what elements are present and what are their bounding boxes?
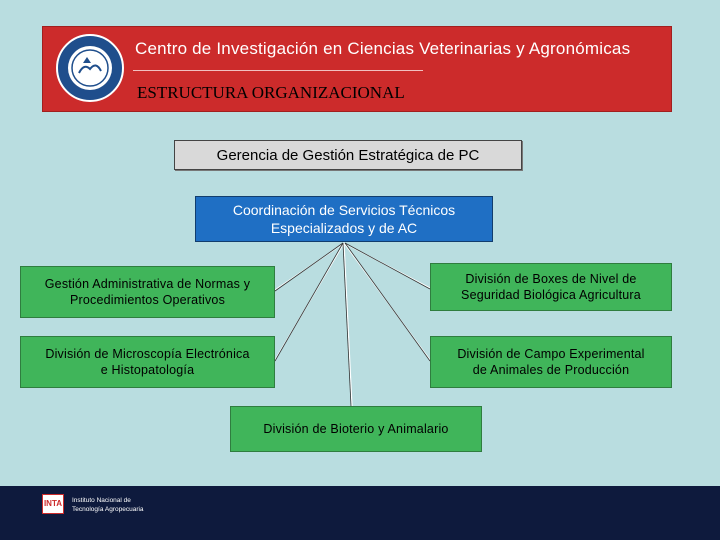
inta-logo-icon [42, 494, 64, 514]
node-campo-line1: División de Campo Experimental [457, 347, 645, 361]
header-subtitle: ESTRUCTURA ORGANIZACIONAL [137, 83, 405, 102]
connector-micro-dark [275, 243, 343, 361]
node-division-bioterio [230, 406, 482, 452]
node-boxes-line1: División de Boxes de Nivel de [465, 272, 637, 286]
institution-name [72, 496, 192, 514]
node-division-campo [430, 336, 672, 388]
node-coordinacion-line1: Coordinación de Servicios Técnicos [232, 202, 456, 218]
node-gestion-administrativa [20, 266, 275, 318]
node-gerencia [174, 140, 522, 170]
node-micro-line1: División de Microscopía Electrónica [45, 347, 250, 361]
node-division-microscopia [20, 336, 275, 388]
inta-logo-text: INTA [43, 499, 63, 508]
node-gestion-line2: Procedimientos Operativos [69, 293, 226, 307]
connector-campo-dark [345, 243, 430, 361]
node-bioterio-label: División de Bioterio y Animalario [263, 422, 449, 436]
node-coordinacion-line2: Especializados y de AC [270, 220, 418, 236]
institution-line2: Tecnología Agropecuaria [72, 506, 144, 513]
node-campo-line2: de Animales de Producción [472, 363, 630, 377]
node-gestion-line1: Gestión Administrativa de Normas y [44, 277, 251, 291]
connector-gestion-dark [275, 243, 343, 291]
header-title: Centro de Investigación en Ciencias Veterinarias y Agronómicas [135, 39, 631, 58]
node-gerencia-label: Gerencia de Gestión Estratégica de PC [216, 146, 480, 164]
node-micro-line2: e Histopatología [100, 363, 195, 377]
institution-line1: Instituto Nacional de [72, 497, 131, 504]
connector-boxes-dark [345, 243, 430, 289]
footer-bar [0, 486, 720, 540]
node-division-boxes [430, 263, 672, 311]
node-boxes-line2: Seguridad Biológica Agricultura [461, 288, 641, 302]
node-coordinacion [195, 196, 493, 242]
connector-bioterio-dark [343, 243, 351, 406]
connector-bioterio [344, 243, 352, 406]
